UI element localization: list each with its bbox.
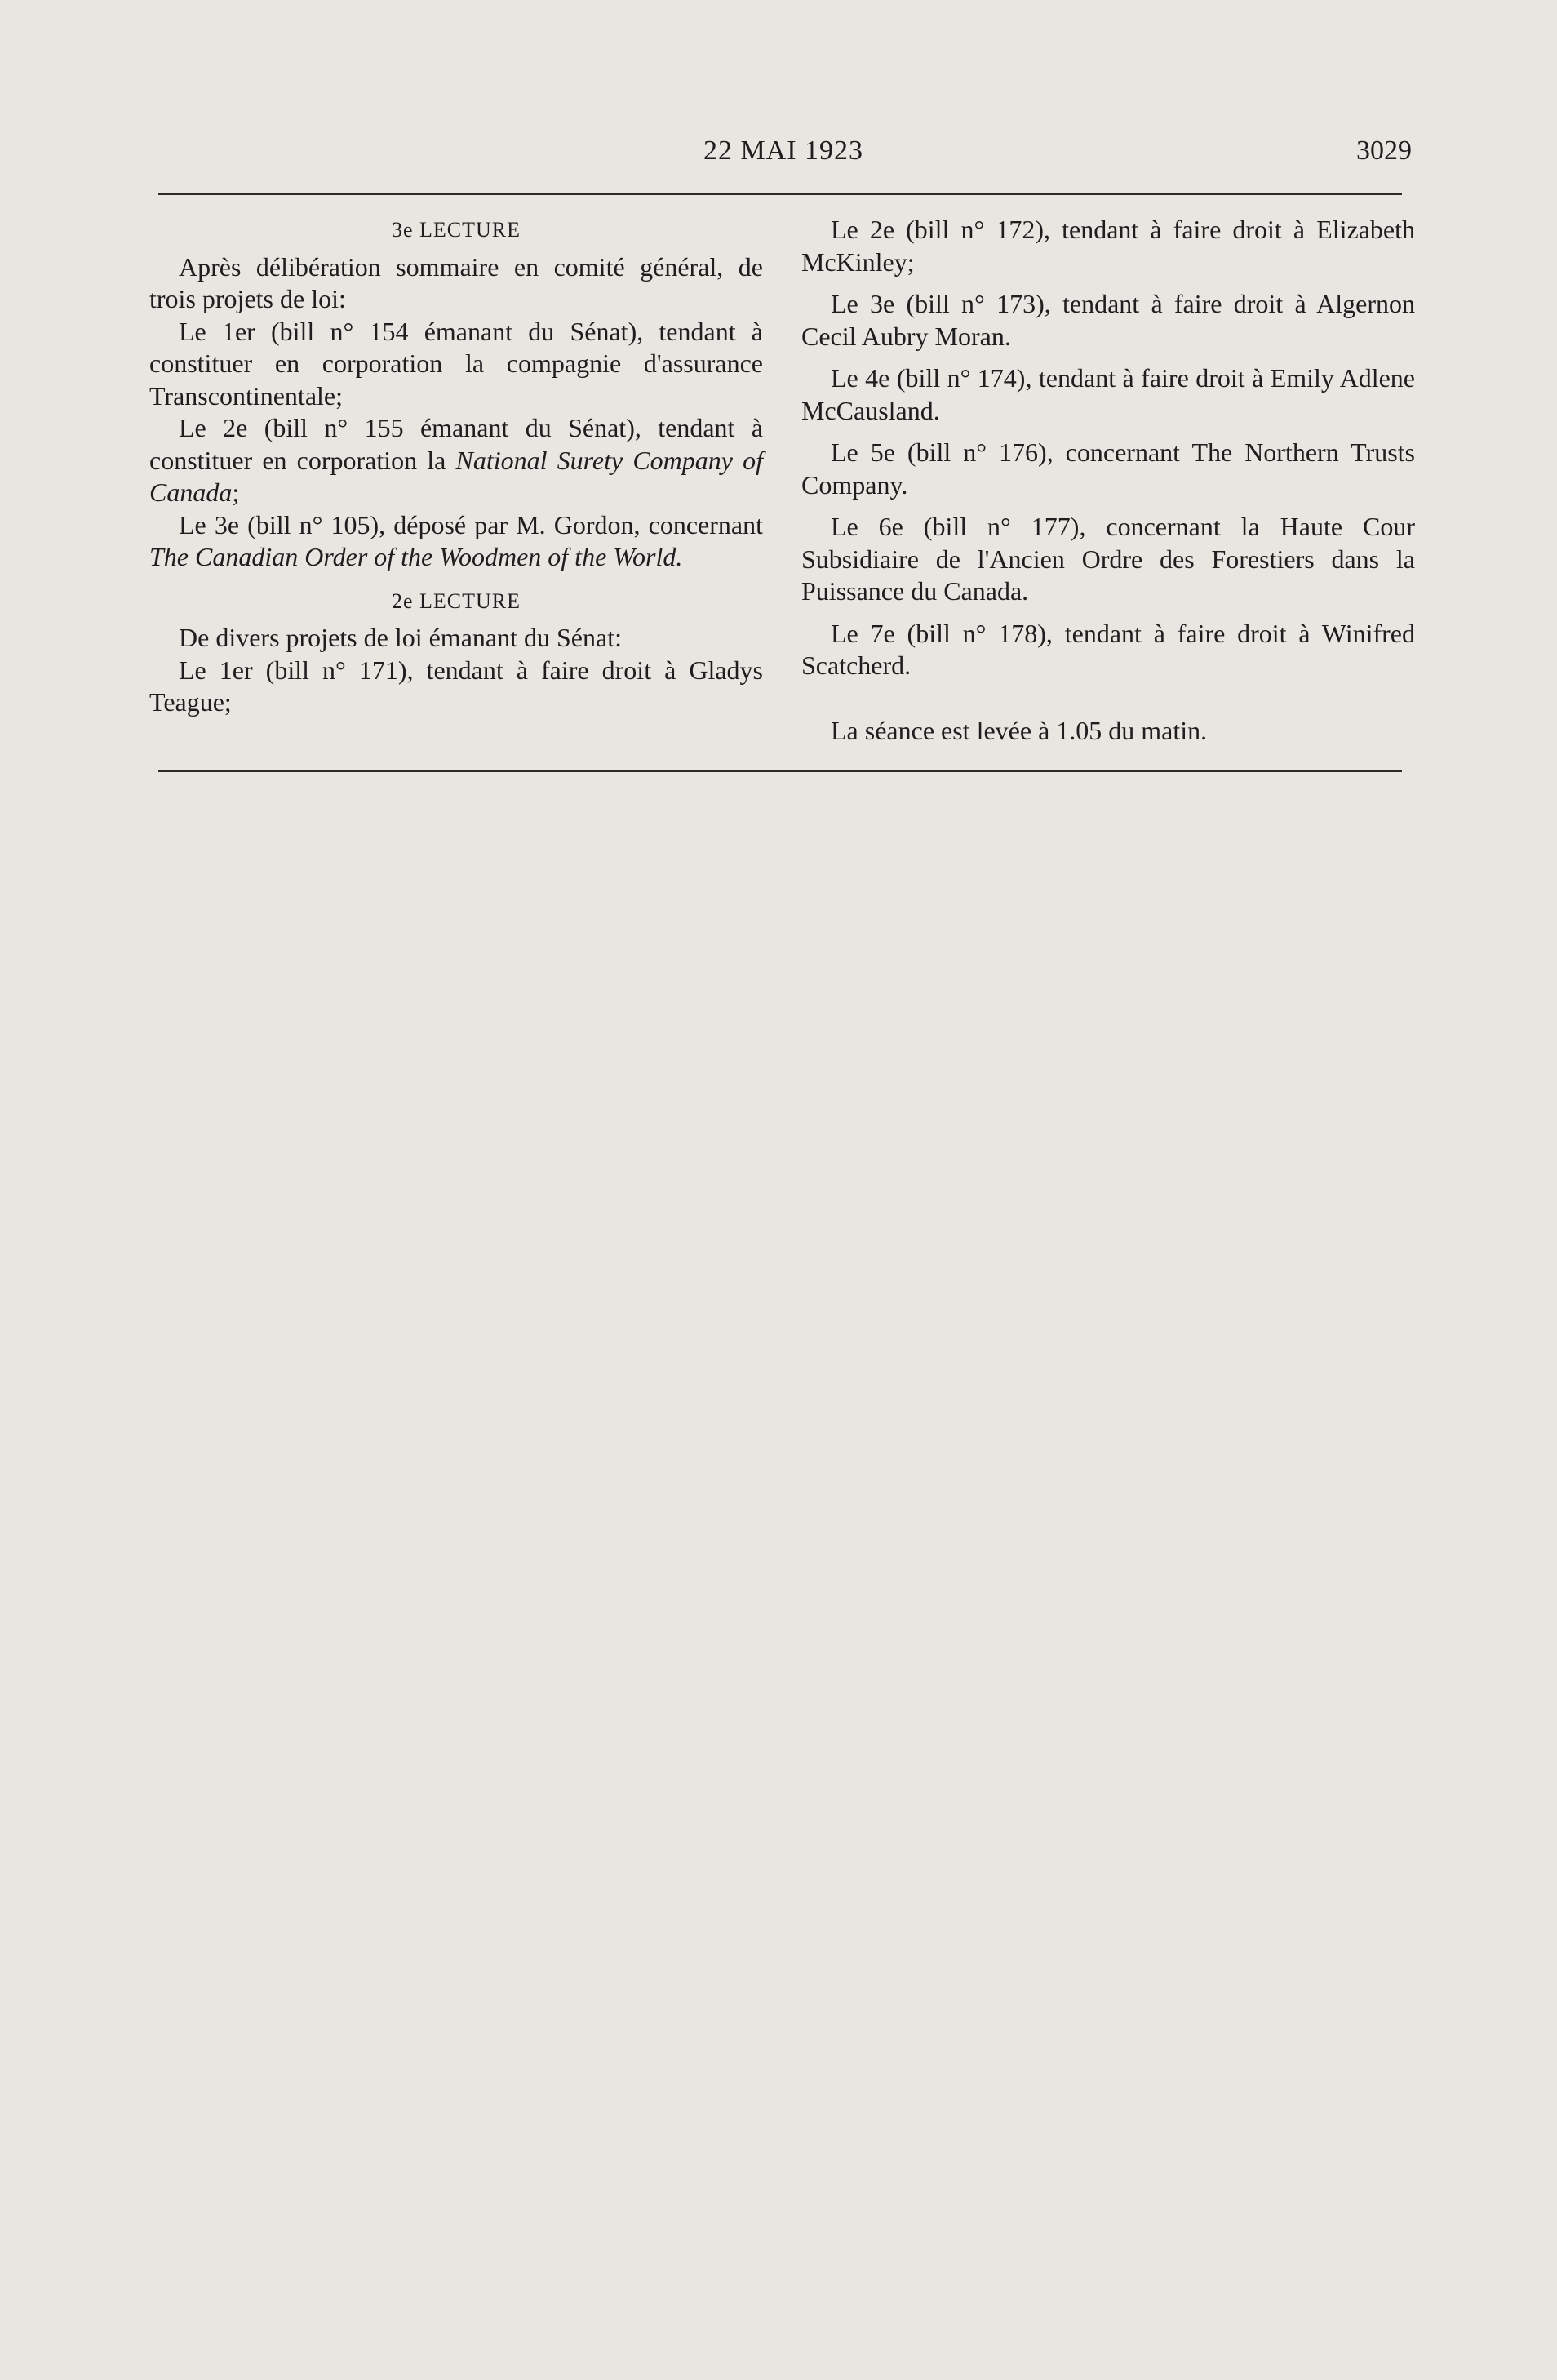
closing-statement: La séance est levée à 1.05 du matin. (831, 715, 1208, 745)
page-number: 3029 (1356, 135, 1412, 166)
second-reading-intro: De divers projets de loi émanant du Sénat: (179, 623, 622, 652)
third-reading-item-2 (149, 412, 763, 509)
second-reading-item-4: Le 4e (bill n° 174), tendant à faire droit à Emily Adlene McCausland. (801, 363, 1415, 425)
second-reading-item-2: Le 2e (bill n° 172), tendant à faire droit à Elizabeth McKinley; (801, 215, 1415, 277)
left-column (149, 214, 763, 719)
item-2-prefix: Le 2e (bill n° 155 émanant du Sénat), tendant à constituer en corporation la (149, 413, 763, 475)
third-reading-item-3 (149, 509, 763, 574)
page-date: 22 MAI 1923 (703, 135, 864, 166)
item-2-suffix: ; (232, 477, 240, 507)
top-rule (158, 193, 1402, 195)
bottom-rule (158, 770, 1402, 772)
item-3-prefix: Le 3e (bill n° 105), déposé par M. Gordon, concernant (179, 509, 763, 539)
second-reading-item-1: Le 1er (bill n° 171), tendant à faire droit à Gladys Teague; (149, 655, 763, 717)
third-reading-item-1: Le 1er (bill n° 154 émanant du Sénat), tendant à constituer en corporation la compagnie d'assurance Transcontinentale; (149, 316, 763, 411)
second-reading-item-7: Le 7e (bill n° 178), tendant à faire droit à Winifred Scatcherd. (801, 618, 1415, 680)
second-reading-item-3: Le 3e (bill n° 173), tendant à faire droit à Algernon Cecil Aubry Moran. (801, 289, 1415, 351)
item-3-italic: The Canadian Order of the Woodmen of the World. (149, 542, 683, 571)
third-reading-heading: 3e LECTURE (391, 218, 521, 242)
page-header (155, 135, 1412, 171)
second-reading-heading: 2e LECTURE (391, 588, 521, 613)
right-column (801, 214, 1415, 747)
second-reading-item-6: Le 6e (bill n° 177), concernant la Haute Cour Subsidiaire de l'Ancien Ordre des Forestiers dans la Puissance du Canada. (801, 512, 1415, 606)
third-reading-intro: Après délibération sommaire en comité général, de trois projets de loi: (149, 251, 763, 313)
second-reading-item-5: Le 5e (bill n° 176), concernant The Northern Trusts Company. (801, 437, 1415, 500)
item-2-italic: National Surety Company of Canada (149, 445, 764, 507)
